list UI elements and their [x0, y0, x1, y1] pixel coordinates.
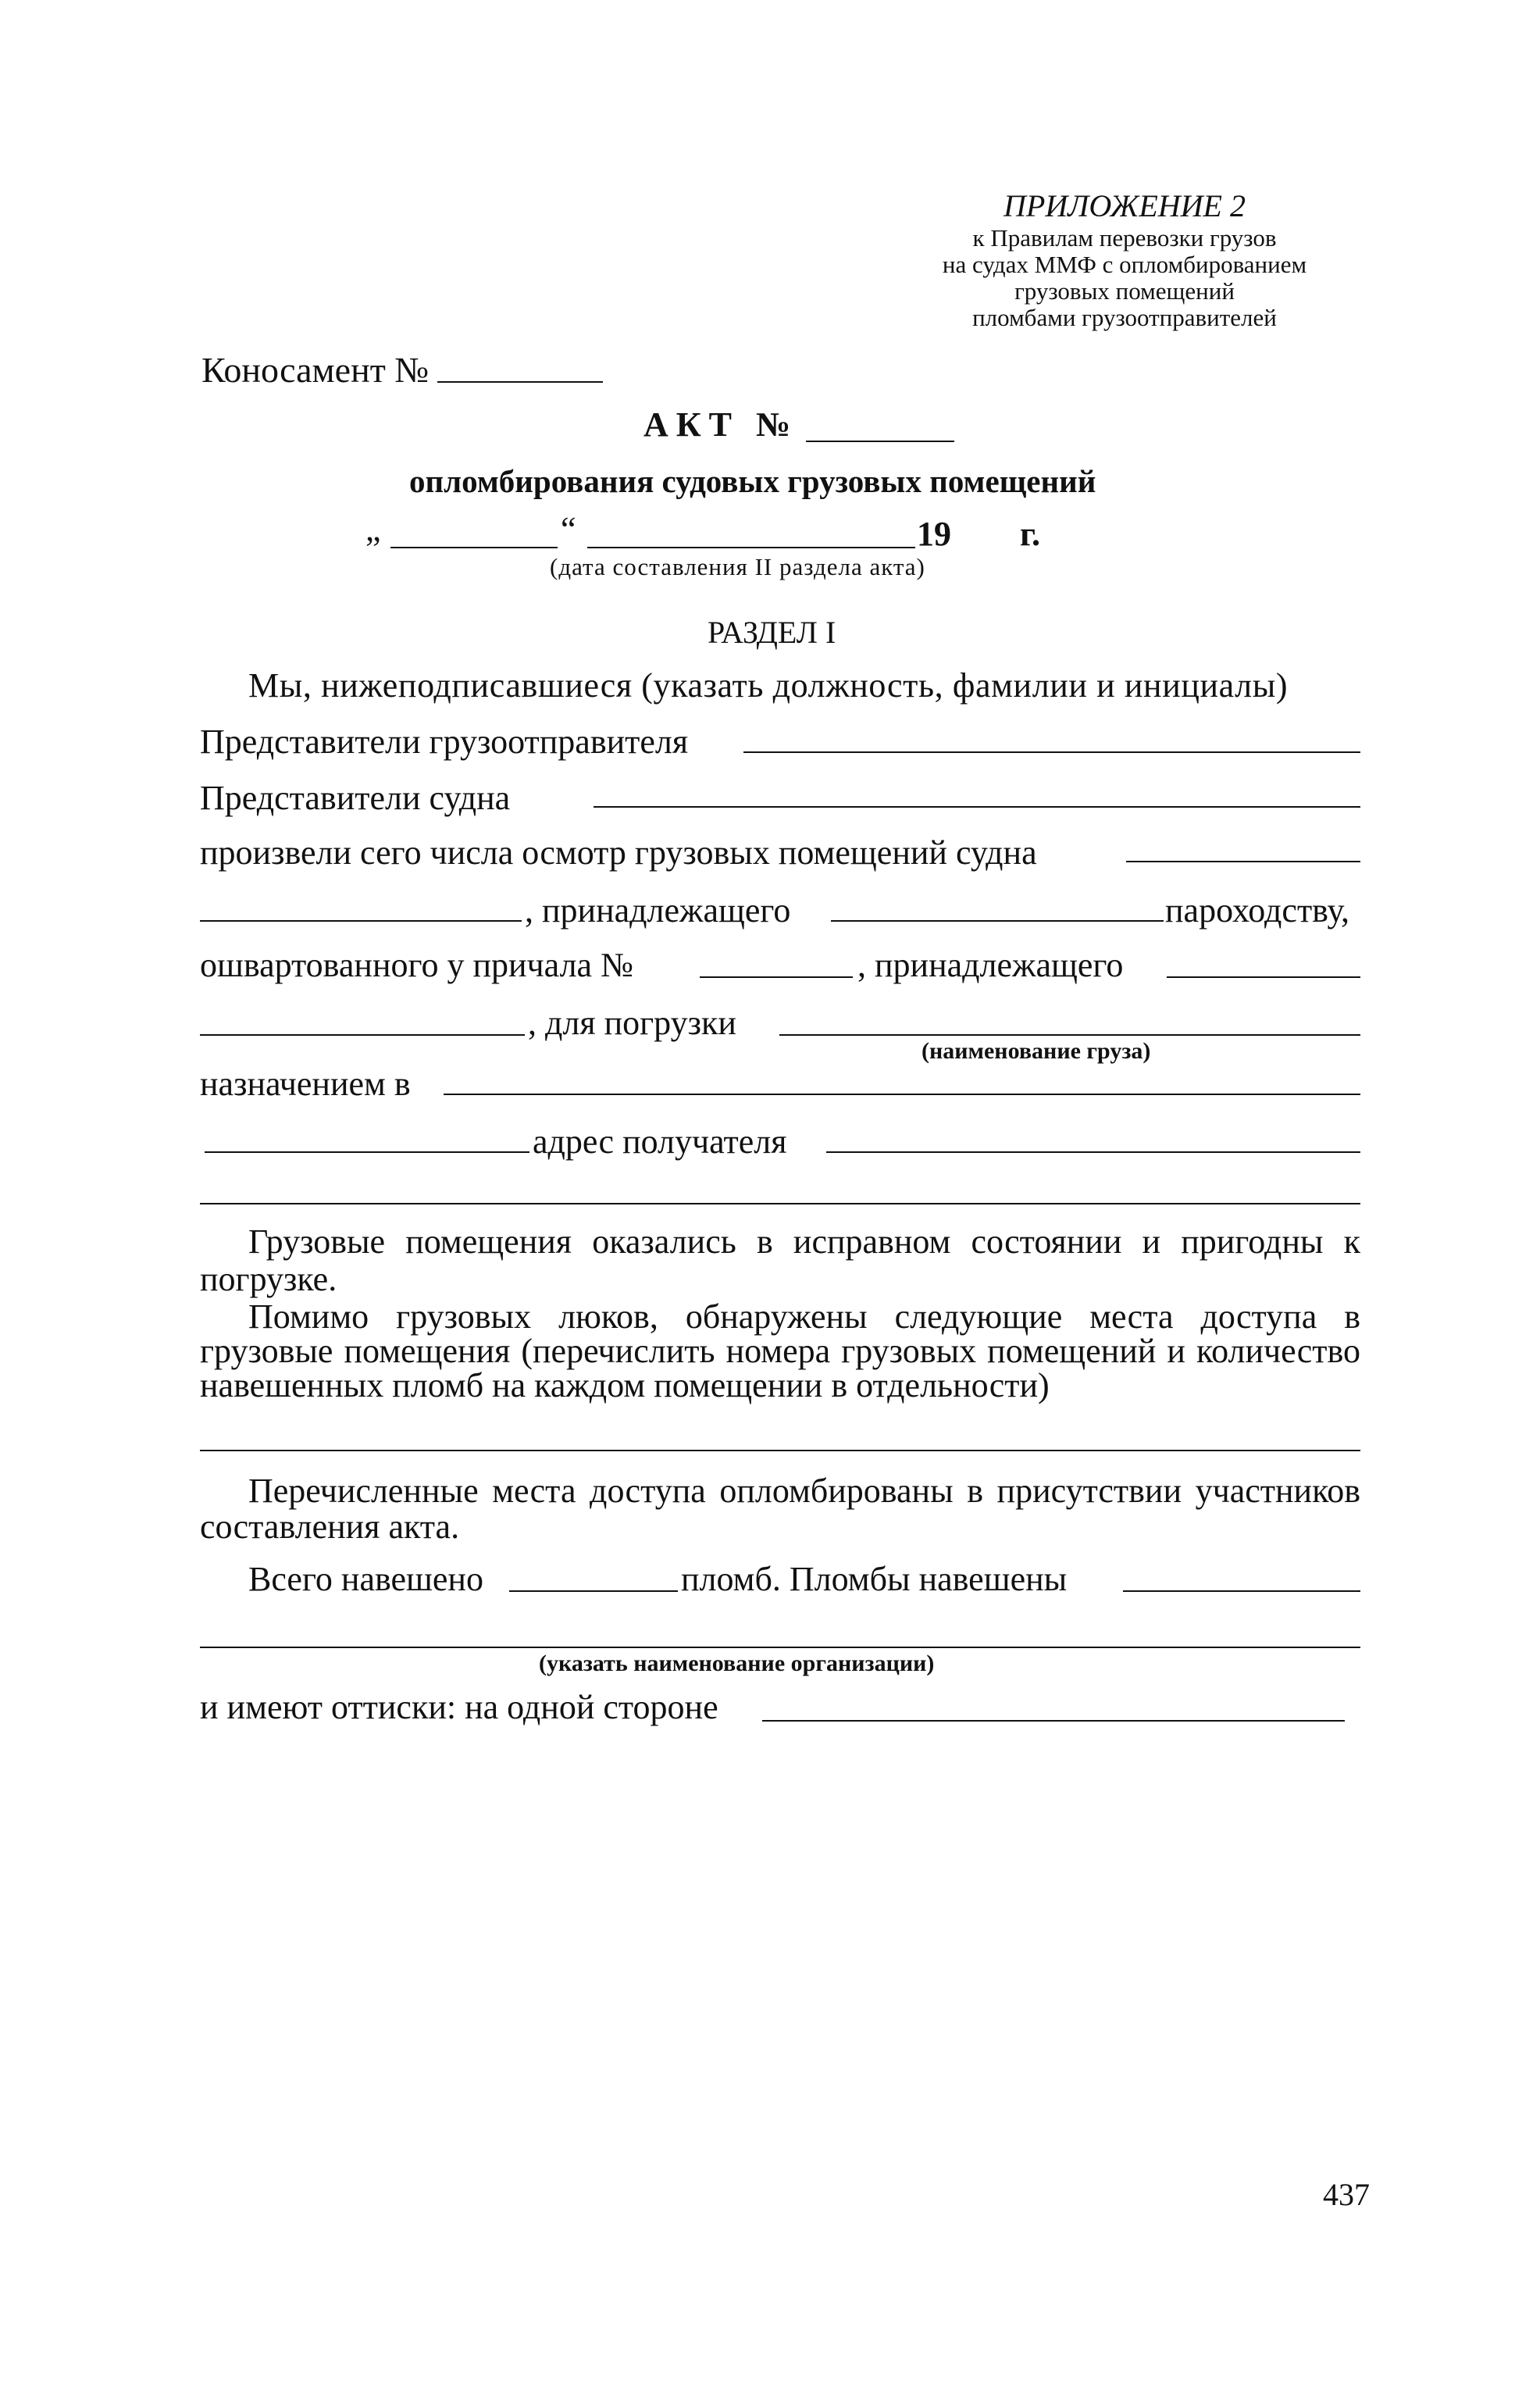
- access-points-field[interactable]: [200, 1450, 1360, 1451]
- seals-org-field[interactable]: [1123, 1590, 1360, 1592]
- berth-owner-field[interactable]: [1167, 976, 1360, 978]
- consignee-address-label: адрес получателя: [533, 1122, 787, 1161]
- section-heading: РАЗДЕЛ I: [708, 615, 836, 650]
- ship-name-field[interactable]: [1126, 861, 1360, 862]
- we-line: Мы, нижеподписавшиеся (указать должность, фамилии и инициалы): [248, 666, 1289, 705]
- destination-label: назначением в: [200, 1065, 411, 1103]
- berth-number-field[interactable]: [700, 976, 853, 978]
- appendix-block: [890, 187, 1359, 331]
- act-subtitle: опломбирования судовых грузовых помещений: [409, 463, 1096, 499]
- bill-of-lading-field[interactable]: [437, 381, 603, 383]
- inspected-label: произвели сего числа осмотр грузовых помещений судна: [200, 833, 1037, 872]
- for-loading-label: , для погрузки: [528, 1004, 736, 1042]
- date-day-field[interactable]: [390, 547, 558, 548]
- appendix-title: ПРИЛОЖЕНИЕ 2: [1003, 188, 1246, 223]
- organization-field[interactable]: [200, 1647, 1360, 1648]
- imprint-side-field[interactable]: [762, 1720, 1345, 1722]
- cargo-name-field[interactable]: [779, 1034, 1360, 1036]
- ship-reps-field[interactable]: [594, 806, 1360, 808]
- date-month-field[interactable]: [587, 547, 915, 548]
- consignee-address-field[interactable]: [826, 1151, 1360, 1153]
- act-number-field[interactable]: [806, 441, 954, 442]
- shipper-reps-field[interactable]: [743, 751, 1360, 753]
- ship-name-field-cont[interactable]: [200, 920, 522, 922]
- appendix-line-3: грузовых помещений: [1014, 277, 1235, 305]
- act-title: АКТ №: [643, 405, 799, 444]
- date-year: 19: [917, 515, 951, 553]
- appendix-line-1: к Правилам перевозки грузов: [972, 224, 1277, 252]
- organization-caption: (указать наименование организации): [539, 1650, 935, 1676]
- seals-hung-label: пломб. Пломбы навешены: [681, 1560, 1068, 1598]
- paragraph-3: Перечисленные места доступа опломбированы в присутствии участников составления акта.: [200, 1472, 1360, 1546]
- berth-owner-field-cont[interactable]: [200, 1034, 525, 1036]
- shipping-company-label: пароходству,: [1165, 891, 1350, 930]
- date-caption: (дата составления II раздела акта): [550, 553, 925, 580]
- imprints-label: и имеют оттиски: на одной стороне: [200, 1688, 718, 1726]
- paragraph-1: Грузовые помещения оказались в исправном состоянии и пригодны к погрузке.: [200, 1222, 1360, 1298]
- total-hung-label: Всего навешено: [248, 1560, 483, 1598]
- page-number: 437: [1323, 2177, 1370, 2212]
- seal-count-field[interactable]: [509, 1590, 678, 1592]
- cargo-caption: (наименование груза): [922, 1038, 1151, 1064]
- destination-field[interactable]: [444, 1094, 1360, 1095]
- date-suffix: г.: [1020, 515, 1041, 553]
- ship-reps-label: Представители судна: [200, 779, 511, 817]
- extra-line-1[interactable]: [200, 1203, 1360, 1204]
- shipper-reps-label: Представители грузоотправителя: [200, 723, 689, 761]
- appendix-line-4: пломбами грузоотправителей: [972, 304, 1277, 331]
- date-close-quote: “: [561, 510, 576, 548]
- shipping-company-field[interactable]: [831, 920, 1164, 922]
- consignee-field-left[interactable]: [205, 1151, 529, 1153]
- paragraph-2: Помимо грузовых люков, обнаружены следующие места доступа в грузовые помещения (перечислить номера грузовых помещений и количество навешенных пломб на каждом помещении в отдельности): [200, 1297, 1360, 1404]
- appendix-line-2: на судах ММФ с опломбированием: [942, 251, 1307, 278]
- belonging-label: , принадлежащего: [525, 891, 791, 930]
- bill-of-lading-label: Коносамент №: [201, 350, 430, 390]
- belonging2-label: , принадлежащего: [857, 946, 1124, 984]
- moored-label: ошвартованного у причала №: [200, 946, 634, 984]
- date-open-quote: „: [365, 510, 381, 548]
